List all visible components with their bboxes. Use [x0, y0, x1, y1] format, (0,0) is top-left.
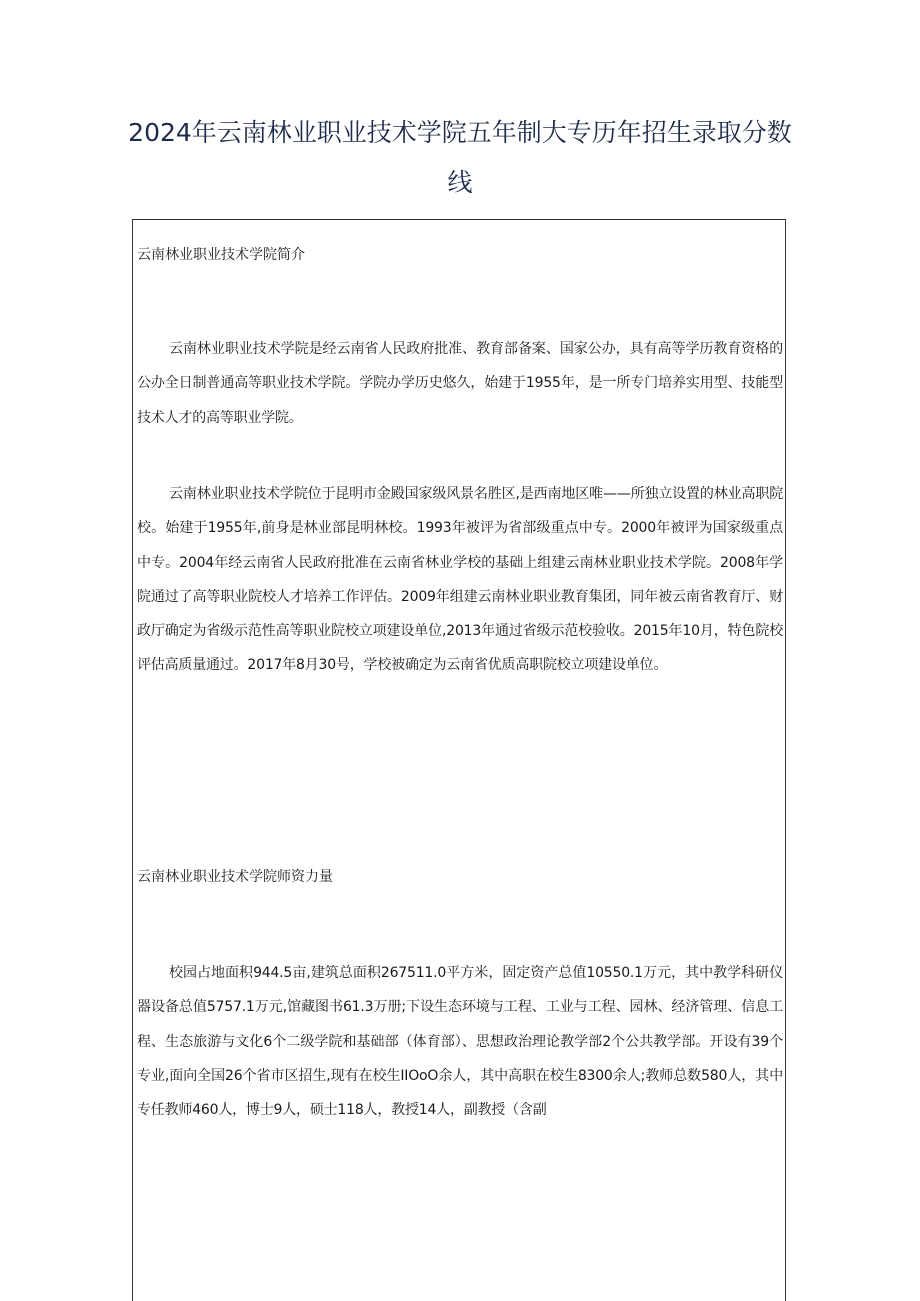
- intro-paragraph-1: 云南林业职业技术学院是经云南省人民政府批准、教育部备案、国家公办，具有高等学历教育资格的公办全日制普通高等职业技术学院。学院办学历史悠久，始建于1955年，是一所专门培养实用型、技能型技术人才的高等职业学院。: [137, 341, 783, 426]
- intro-paragraph-2: 云南林业职业技术学院位于昆明市金殿国家级风景名胜区,是西南地区唯——所独立设置的林业高职院校。始建于1955年,前身是林业部昆明林校。1993年被评为省部级重点中专。2000年被评为国家级重点中专。2004年经云南省人民政府批准在云南省林业学校的基础上组建云南林业职业技术学院。2008年学院通过了高等职业院校人才培养工作评估。2009年组建云南林业职业教育集团，同年被云南省教育厅、财政厅确定为省级示范性高等职业院校立项建设单位,2013年通过省级示范校验收。2015年10月，特色院校评估高质量通过。2017年8月30号，学校被确定为云南省优质高职院校立项建设单位。: [137, 486, 783, 674]
- document-title: 2024年云南林业职业技术学院五年制大专历年招生录取分数线: [128, 118, 792, 197]
- content-frame: [132, 219, 786, 1301]
- section-heading-intro: 云南林业职业技术学院简介: [137, 247, 305, 263]
- faculty-paragraph-1: 校园占地面积944.5亩,建筑总面积267511.0平方米，固定资产总值10550.1万元，其中教学科研仪器设备总值5757.1万元,馆藏图书61.3万册;下设生态环境与工程、工业与工程、园林、经济管理、信息工程、生态旅游与文化6个二级学院和基础部（体育部）、思想政治理论教学部2个公共教学部。开设有39个专业,面向全国26个省市区招生,现有在校生IIOoO余人，其中高职在校生8300余人;教师总数580人，其中专任教师460人，博士9人，硕士118人，教授14人，副教授（含副: [137, 965, 783, 1119]
- section-heading-faculty: 云南林业职业技术学院师资力量: [137, 869, 333, 885]
